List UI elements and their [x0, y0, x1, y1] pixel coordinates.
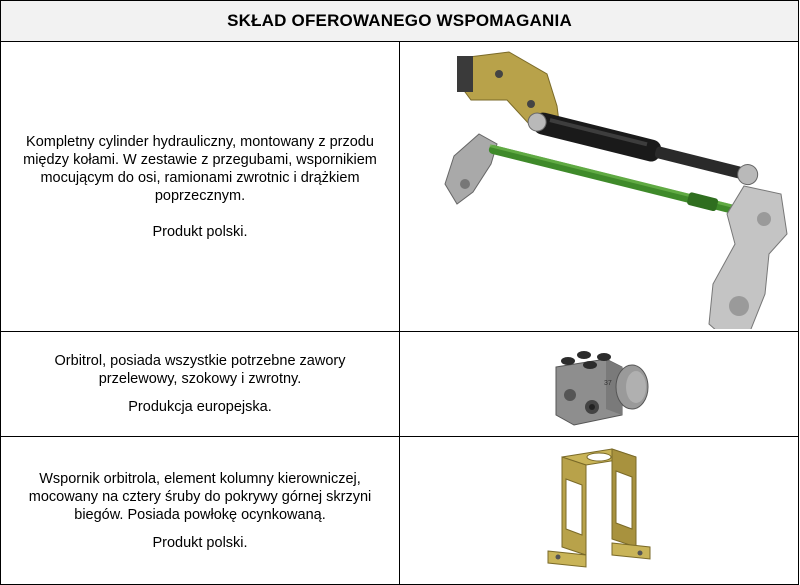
description-cell — [1, 437, 400, 585]
item-description: Kompletny cylinder hydrauliczny, montowany z przodu między kołami. W zestawie z przegubami, wspornikiem mocującym do osi, ramionami zwrotnic i drążkiem poprzecznym. — [23, 133, 377, 204]
image-cell — [400, 437, 799, 585]
image-cell — [400, 332, 799, 437]
orbitrol-valve-image — [544, 337, 654, 432]
table-row — [1, 332, 799, 437]
table-header-row — [1, 1, 799, 42]
item-description: Orbitrol, posiada wszystkie potrzebne zawory przelewowy, szokowy i zwrotny. — [54, 353, 346, 387]
image-cell — [400, 42, 799, 332]
item-description: Wspornik orbitrola, element kolumny kierowniczej, mocowany na cztery śruby do pokrywy górnej skrzyni biegów. Posiada powłokę ocynkowaną. — [28, 470, 372, 523]
item-origin: Produkt polski. — [152, 534, 248, 551]
table-row — [1, 42, 799, 332]
svg-text:37: 37 — [604, 379, 612, 387]
description-cell — [1, 42, 400, 332]
hydraulic-cylinder-assembly-image — [409, 44, 789, 329]
table-row — [1, 437, 799, 585]
item-origin: Produkt polski. — [152, 223, 248, 240]
orbitrol-bracket-image — [544, 443, 654, 578]
description-cell — [1, 332, 400, 437]
table-title: SKŁAD OFEROWANEGO WSPOMAGANIA — [1, 1, 799, 42]
item-origin: Produkcja europejska. — [128, 399, 272, 415]
